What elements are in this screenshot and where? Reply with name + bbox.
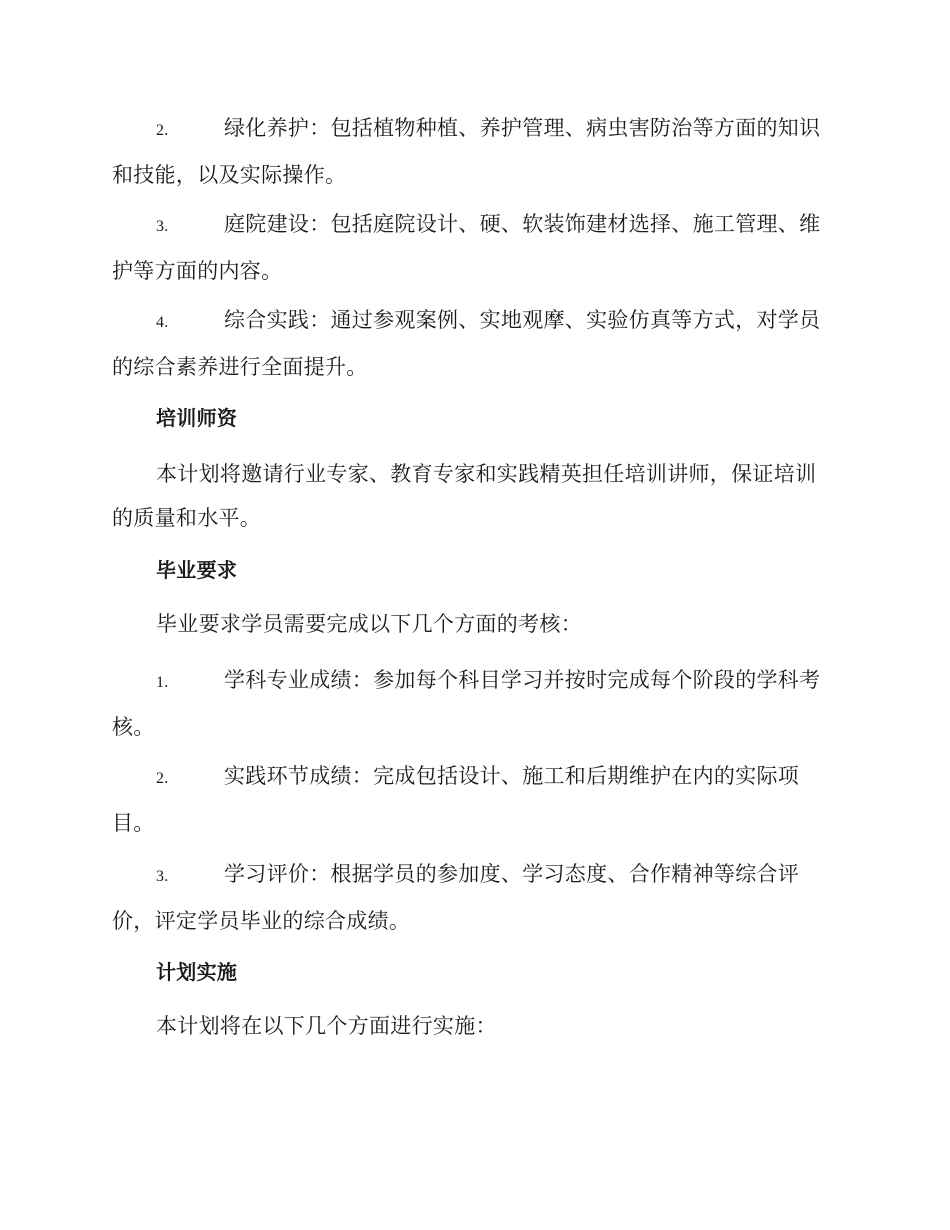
list-number: 3. [156, 218, 169, 235]
list-number: 1. [156, 674, 169, 691]
section-heading-teachers: 培训师资 [156, 406, 238, 430]
list-item [112, 658, 832, 749]
paragraph-graduation: 毕业要求学员需要完成以下几个方面的考核： [156, 612, 582, 636]
list-number: 2. [156, 770, 169, 787]
list-number: 2. [156, 122, 169, 139]
list-number: 4. [156, 314, 169, 331]
section-heading-graduation: 毕业要求 [156, 558, 238, 582]
list-item-text: 庭院建设：包括庭院设计、硬、软装饰建材选择、施工管理、维护等方面的内容。 [112, 212, 821, 283]
list-item-text: 学习评价：根据学员的参加度、学习态度、合作精神等综合评价，评定学员毕业的综合成绩。 [112, 862, 800, 933]
list-item-text: 综合实践：通过参观案例、实地观摩、实验仿真等方式，对学员的综合素养进行全面提升。 [112, 308, 821, 379]
list-item [112, 754, 832, 845]
list-item-text: 学科专业成绩：参加每个科目学习并按时完成每个阶段的学科考核。 [112, 668, 821, 739]
section-heading-implementation: 计划实施 [156, 960, 238, 984]
list-number: 3. [156, 868, 169, 885]
list-item [112, 852, 832, 943]
list-item-text: 绿化养护：包括植物种植、养护管理、病虫害防治等方面的知识和技能，以及实际操作。 [112, 116, 821, 187]
list-item-text: 实践环节成绩：完成包括设计、施工和后期维护在内的实际项目。 [112, 764, 800, 835]
paragraph-implementation: 本计划将在以下几个方面进行实施： [156, 1014, 497, 1038]
list-item [112, 202, 832, 293]
paragraph-teachers: 本计划将邀请行业专家、教育专家和实践精英担任培训讲师，保证培训的质量和水平。 [112, 462, 817, 530]
list-item [112, 298, 832, 389]
list-item [112, 106, 832, 197]
